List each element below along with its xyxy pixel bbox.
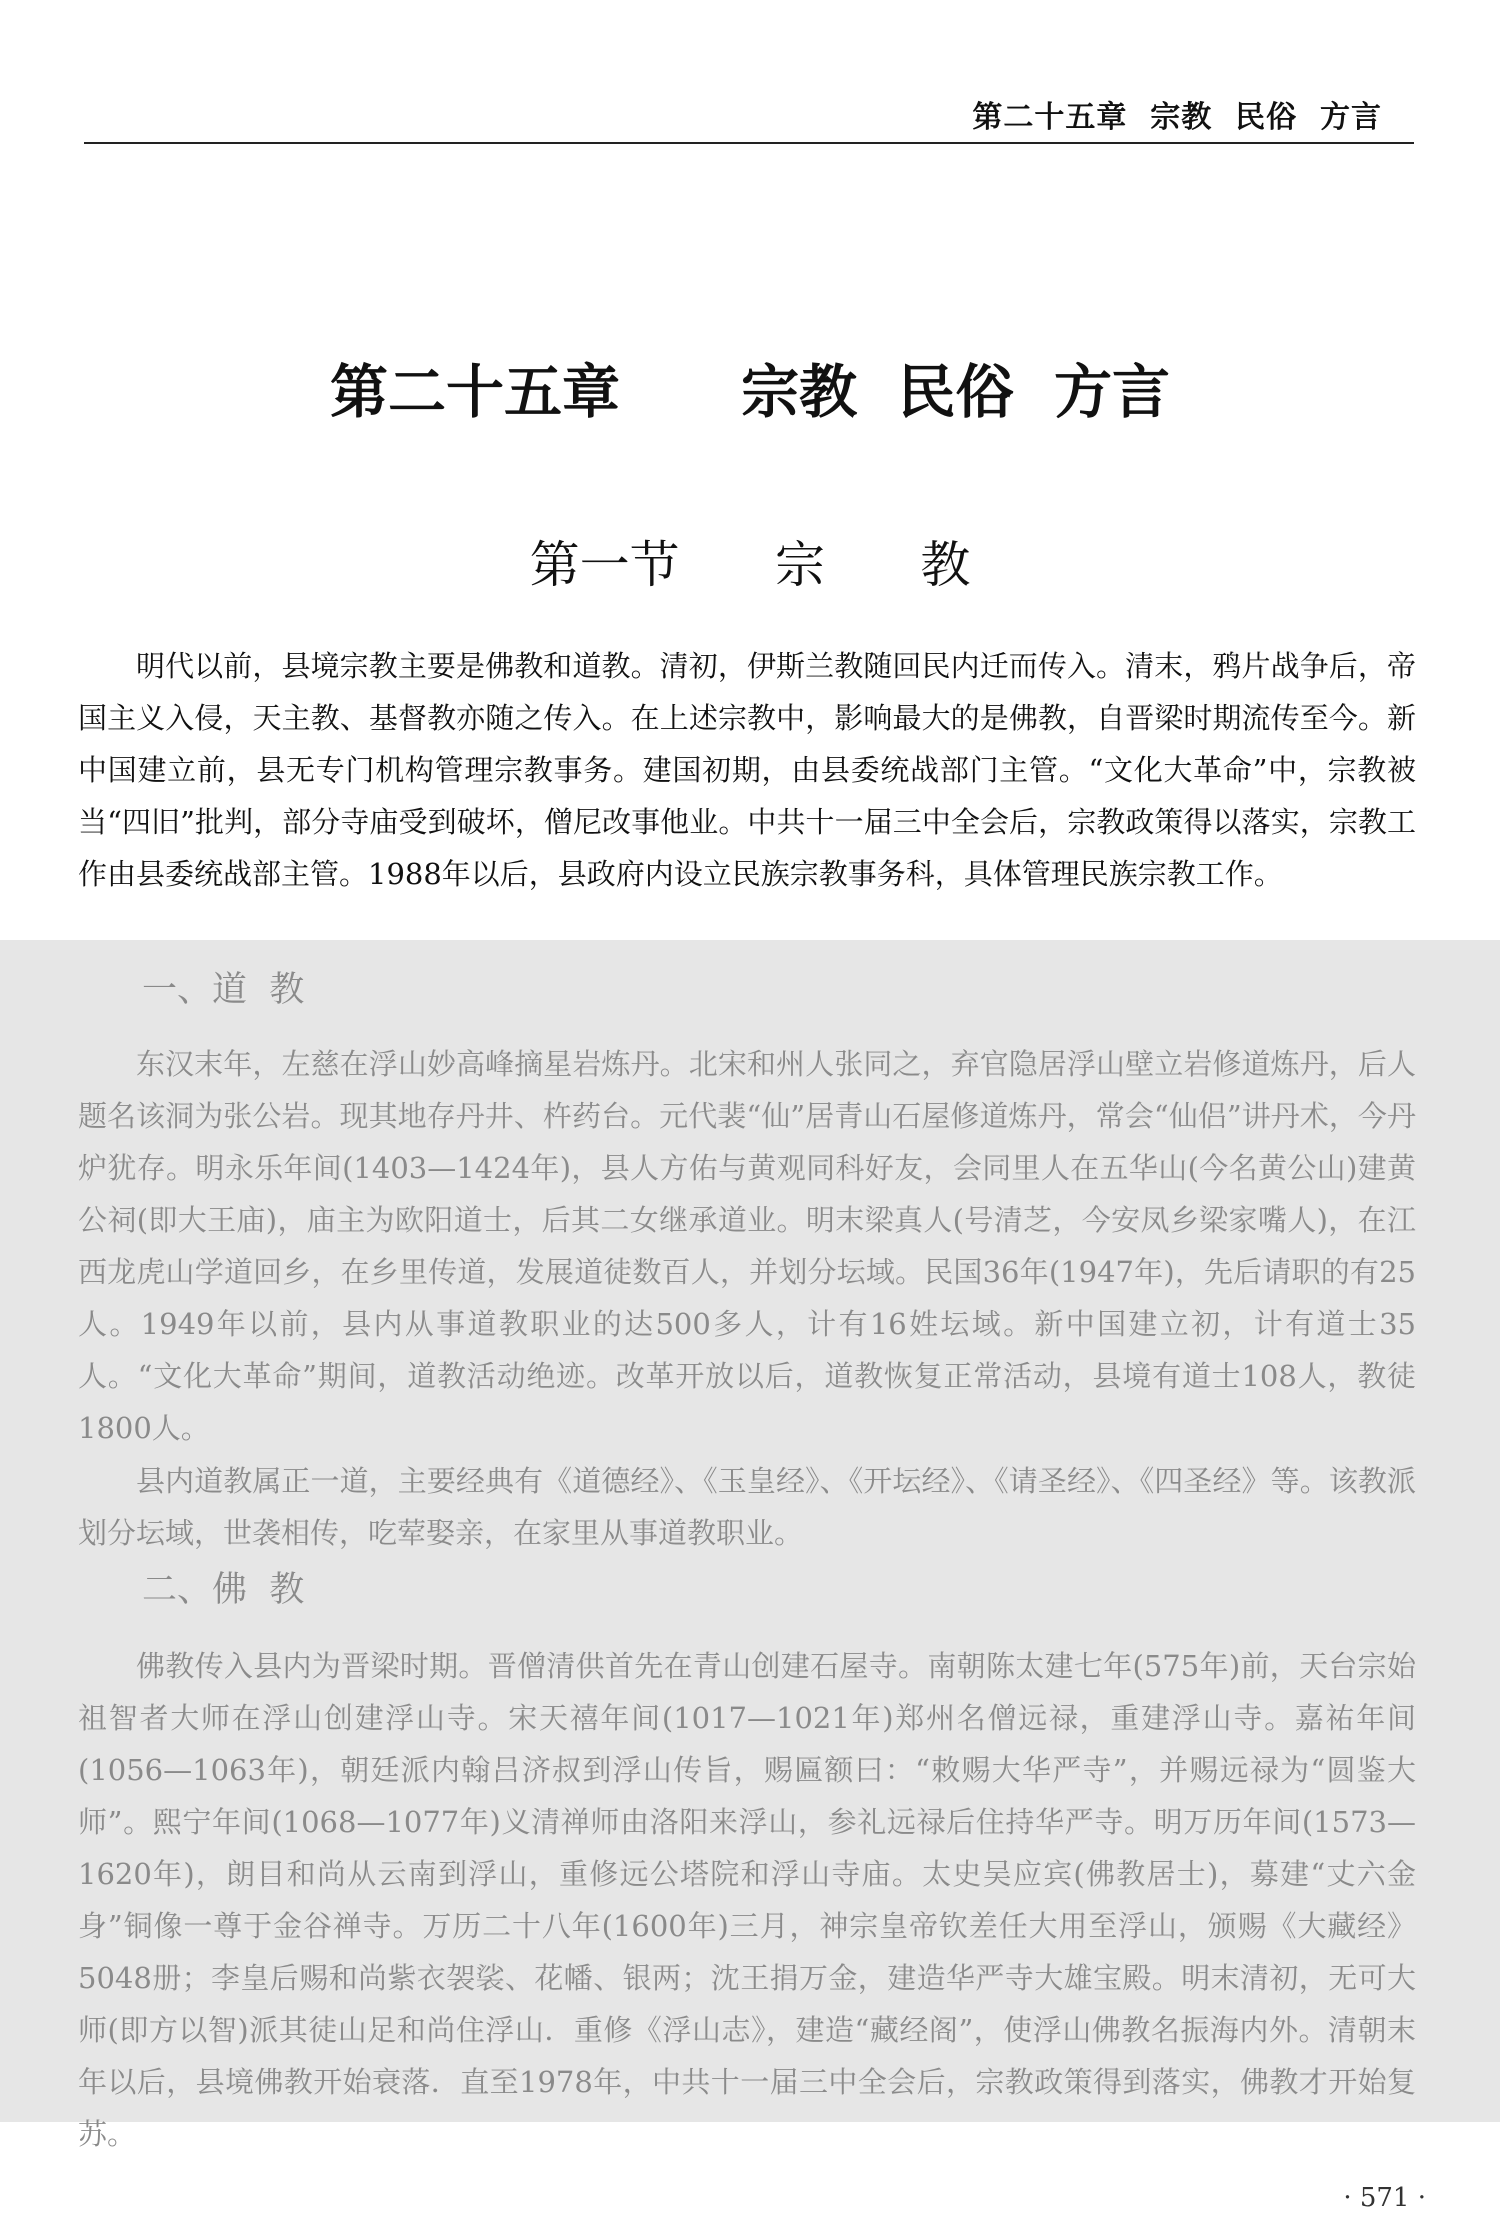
running-head — [84, 92, 1414, 144]
section-title: 第一节 宗 教 — [529, 536, 971, 594]
intro-paragraph: 明代以前，县境宗教主要是佛教和道教。清初，伊斯兰教随回民内迁而传入。清末，鸦片战争后，帝国主义入侵，天主教、基督教亦随之传入。在上述宗教中，影响最大的是佛教，自晋梁时期流传至今。新中国建立前，县无专门机构管理宗教事务。建国初期，由县委统战部门主管。“文化大革命”中，宗教被当“四旧”批判，部分寺庙受到破坏，僧尼改事他业。中共十一届三中全会后，宗教政策得以落实，宗教工作由县委统战部主管。1988年以后，县政府内设立民族宗教事务科，具体管理民族宗教工作。 — [78, 649, 1416, 891]
taoism-paragraph-2: 县内道教属正一道，主要经典有《道德经》、《玉皇经》、《开坛经》、《请圣经》、《四圣经》等。该教派划分坛域，世袭相传，吃荤娶亲，在家里从事道教职业。 — [78, 1464, 1416, 1550]
buddhism-paragraph-1: 佛教传入县内为晋梁时期。晋僧清供首先在青山创建石屋寺。南朝陈太建七年(575年)前，天台宗始祖智者大师在浮山创建浮山寺。宋天禧年间(1017—1021年)郑州名僧远禄，重建浮山寺。嘉祐年间(1056—1063年)，朝廷派内翰吕济叔到浮山传旨，赐匾额曰：“敕赐大华严寺”，并赐远禄为“圆鉴大师”。熙宁年间(1068—1077年)义清禅师由洛阳来浮山，参礼远禄后住持华严寺。明万历年间(1573—1620年)，朗目和尚从云南到浮山，重修远公塔院和浮山寺庙。太史吴应宾(佛教居士)，募建“丈六金身”铜像一尊于金谷禅寺。万历二十八年(1600年)三月，神宗皇帝钦差任大用至浮山，颁赐《大藏经》5048册；李皇后赐和尚紫衣袈裟、花幡、银两；沈王捐万金，建造华严寺大雄宝殿。明末清初，无可大师(即方以智)派其徒山足和尚住浮山．重修《浮山志》，建造“藏经阁”，使浮山佛教名振海内外。清朝末年以后，县境佛教开始衰落．直至1978年，中共十一届三中全会后，宗教政策得到落实，佛教才开始复苏。 — [78, 1649, 1416, 2151]
taoism-heading: 一、道 教 — [142, 970, 305, 1010]
page-number: · 571 · — [1343, 2183, 1426, 2213]
buddhism-heading: 二、佛 教 — [142, 1570, 305, 1610]
taoism-paragraph-1: 东汉末年，左慈在浮山妙高峰摘星岩炼丹。北宋和州人张同之，弃官隐居浮山壁立岩修道炼丹，后人题名该洞为张公岩。现其地存丹井、杵药台。元代裴“仙”居青山石屋修道炼丹，常会“仙侣”讲丹术，今丹炉犹存。明永乐年间(1403—1424年)，县人方佑与黄观同科好友，会同里人在五华山(今名黄公山)建黄公祠(即大王庙)，庙主为欧阳道士，后其二女继承道业。明末梁真人(号清芝，今安凤乡梁家嘴人)，在江西龙虎山学道回乡，在乡里传道，发展道徒数百人，并划分坛域。民国36年(1947年)，先后请职的有25人。1949年以前，县内从事道教职业的达500多人，计有16姓坛域。新中国建立初，计有道士35人。“文化大革命”期间，道教活动绝迹。改革开放以后，道教恢复正常活动，县境有道士108人，教徒1800人。 — [78, 1047, 1416, 1445]
chapter-title: 第二十五章 宗教 民俗 方言 — [330, 358, 1170, 426]
shaded-content-region — [0, 940, 1500, 2151]
running-head-text: 第二十五章 宗教 民俗 方言 — [972, 100, 1382, 135]
